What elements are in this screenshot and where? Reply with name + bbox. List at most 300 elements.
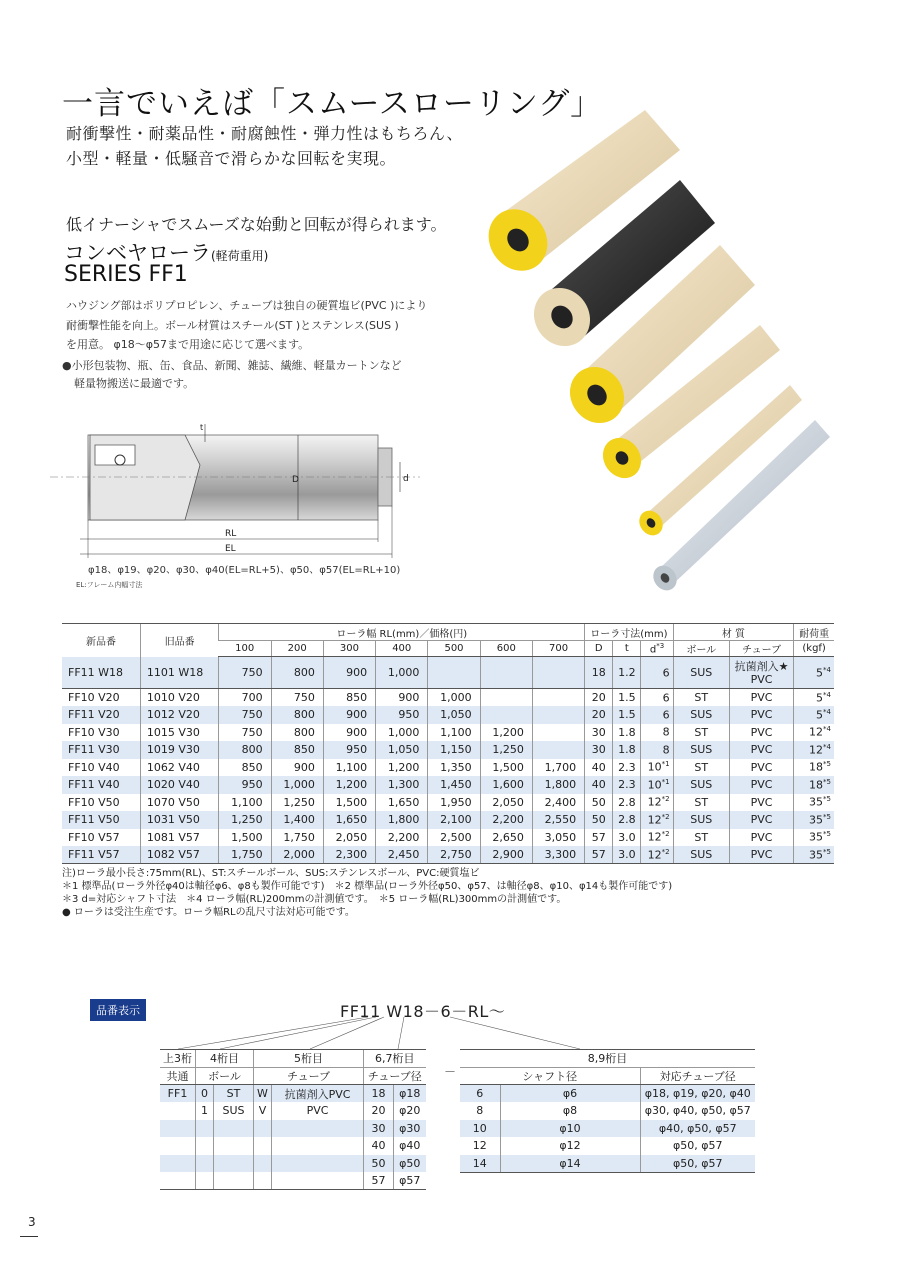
cell-ball: SUS: [673, 657, 729, 689]
code-left-cell: [254, 1137, 272, 1155]
spec-row: [62, 811, 834, 829]
spec-row: [62, 724, 834, 742]
code-right-cell: φ18, φ19, φ20, φ40: [640, 1085, 755, 1103]
diagram-label-EL: EL: [225, 544, 236, 554]
cell-ball: ST: [673, 689, 729, 707]
header-width-200: 200: [271, 641, 323, 657]
cell-dim-t: 2.8: [613, 794, 641, 812]
cell-price: 950: [219, 776, 271, 794]
cell-dim-d: [641, 759, 673, 777]
cell-price: 1,950: [428, 794, 480, 812]
cell-tube-line2: PVC: [750, 672, 773, 686]
cell-dim-d-note: *2: [661, 847, 670, 856]
bullet-line-2: 軽量物搬送に最適です。: [74, 377, 195, 390]
cell-dim-d-value: 10: [647, 761, 662, 775]
cell-price: 900: [323, 706, 375, 724]
cell-dim-t: 1.5: [613, 689, 641, 707]
header-width-600: 600: [480, 641, 532, 657]
product-photo: [470, 75, 900, 595]
subline-1: 耐衝撃性・耐薬品性・耐腐蝕性・弾力性はもちろん、: [66, 124, 463, 143]
header-dim-d-text: d: [649, 644, 657, 656]
code-left-cell: V: [254, 1102, 272, 1120]
cell-load-note: *5: [823, 777, 831, 786]
cell-price: 1,750: [219, 846, 271, 864]
bullet-line-1: ●小形包装物、瓶、缶、食品、新聞、雑誌、繊維、軽量カートンなど: [62, 359, 402, 372]
header-dim-d-note: *3: [656, 641, 665, 650]
cell-dim-D: 57: [585, 829, 613, 847]
cell-price: [532, 689, 584, 707]
code-left-cell: [160, 1172, 196, 1190]
cell-price: 900: [323, 657, 375, 689]
cell-ball: ST: [673, 724, 729, 742]
code-left-cell: [272, 1172, 364, 1190]
cell-dim-d-note: *1: [661, 777, 670, 786]
cell-price: 750: [219, 724, 271, 742]
cell-price: 800: [219, 741, 271, 759]
cell-dim-d-note: *1: [661, 760, 670, 769]
code-left-cell: 0: [196, 1085, 214, 1103]
cell-dim-d-value: 10: [647, 778, 662, 792]
cell-load: [794, 759, 834, 777]
cell-load: [794, 724, 834, 742]
cell-price: 2,900: [480, 846, 532, 864]
code-left-cell: [160, 1120, 196, 1138]
cell-price: 950: [376, 706, 428, 724]
cell-dim-d: [641, 706, 673, 724]
product-qualifier: (軽荷重用): [211, 249, 269, 263]
code-right-cell: 8: [476, 1104, 484, 1118]
code-left-cell: 40: [364, 1137, 394, 1155]
code-right-cell: φ40, φ50, φ57: [640, 1120, 755, 1138]
code-right-cell: φ10: [500, 1120, 640, 1138]
cell-price: 2,400: [532, 794, 584, 812]
cell-dim-t: 2.3: [613, 759, 641, 777]
diagram-label-t: t: [200, 423, 204, 432]
cell-load-note: *4: [823, 690, 831, 699]
spec-row: [62, 689, 834, 707]
cell-dim-t: 1.2: [613, 657, 641, 689]
code-right-header-shaft: シャフト径: [460, 1067, 640, 1085]
cell-price: 1,000: [376, 724, 428, 742]
cell-ball: SUS: [673, 706, 729, 724]
cell-price: 1,300: [376, 776, 428, 794]
code-left-header-top-2: 4桁目: [196, 1050, 254, 1068]
code-left-cell: [196, 1137, 214, 1155]
cell-price: 3,300: [532, 846, 584, 864]
cell-price: 2,200: [376, 829, 428, 847]
code-left-cell: φ40: [394, 1137, 426, 1155]
cell-old-code: 1101 W18: [140, 657, 218, 689]
code-left-row: [160, 1120, 426, 1138]
cell-load: [794, 829, 834, 847]
cell-price: 1,050: [428, 706, 480, 724]
cell-price: 1,400: [271, 811, 323, 829]
cell-price: 800: [271, 724, 323, 742]
cell-price: 750: [219, 706, 271, 724]
cell-load: [794, 811, 834, 829]
cell-price: 700: [219, 689, 271, 707]
cell-price: 2,200: [480, 811, 532, 829]
spec-row: [62, 741, 834, 759]
cell-dim-d-value: 12: [647, 831, 662, 845]
cell-dim-d: [641, 657, 673, 689]
code-left-cell: SUS: [214, 1102, 254, 1120]
header-new-code: 新品番: [62, 624, 140, 657]
cell-price: [480, 689, 532, 707]
cell-dim-d: [641, 846, 673, 864]
cell-load-note: *5: [823, 847, 831, 856]
cell-price: 1,250: [271, 794, 323, 812]
code-right-row: [460, 1120, 755, 1138]
cell-ball: SUS: [673, 811, 729, 829]
headline: 一言でいえば「スムースローリング」: [62, 86, 603, 122]
cell-dim-d: [641, 776, 673, 794]
code-left-cell: FF1: [160, 1085, 196, 1103]
code-left-cell: [254, 1120, 272, 1138]
cell-tube: PVC: [729, 776, 793, 794]
cell-price: 1,000: [376, 657, 428, 689]
cell-old-code: 1031 V50: [140, 811, 218, 829]
cell-price: 2,450: [376, 846, 428, 864]
cell-dim-d: [641, 724, 673, 742]
cell-load-note: *5: [823, 795, 831, 804]
cell-tube: PVC: [729, 759, 793, 777]
cell-price: 1,600: [480, 776, 532, 794]
cell-price: 900: [376, 689, 428, 707]
code-left-cell: 57: [364, 1172, 394, 1190]
header-width-500: 500: [428, 641, 480, 657]
code-left-row: [160, 1172, 426, 1190]
note-line-3: ＊3 d=対応シャフト寸法 ＊4 ローラ幅(RL)200mmの計測値です。 ＊5 ローラ幅(RL)300mmの計測値です。: [62, 894, 567, 905]
cell-price: 1,350: [428, 759, 480, 777]
roller-cross-section-diagram: [40, 410, 430, 585]
code-right-cell: φ50, φ57: [640, 1137, 755, 1155]
product-name-text: コンベヤローラ: [64, 241, 211, 265]
header-width-700: 700: [532, 641, 584, 657]
cell-price: 1,150: [428, 741, 480, 759]
code-left-cell: [196, 1120, 214, 1138]
cell-dim-D: 40: [585, 759, 613, 777]
header-ball: ボール: [673, 641, 729, 657]
cell-load-note: *5: [823, 812, 831, 821]
cell-load: [794, 776, 834, 794]
cell-dim-d-value: 6: [662, 708, 670, 722]
cell-load-value: 18: [809, 778, 824, 792]
spec-row: [62, 794, 834, 812]
cell-load-note: *4: [823, 707, 831, 716]
cell-dim-d-value: 8: [662, 726, 670, 740]
header-tube: チューブ: [729, 641, 793, 657]
cell-dim-d-value: 8: [662, 743, 670, 757]
cell-tube: PVC: [729, 846, 793, 864]
code-left-cell: [214, 1120, 254, 1138]
cell-price: 1,800: [376, 811, 428, 829]
page-number-rule: [20, 1236, 38, 1237]
cell-new-code: FF11 V20: [62, 706, 140, 724]
cell-ball: SUS: [673, 846, 729, 864]
cell-dim-D: 30: [585, 724, 613, 742]
cell-price: 2,650: [480, 829, 532, 847]
tagline: 低イナーシャでスムーズな始動と回転が得られます。: [66, 215, 447, 234]
cell-price: 1,100: [219, 794, 271, 812]
cell-load-value: 35: [809, 848, 824, 862]
cell-price: [428, 657, 480, 689]
code-left-cell: 抗菌剤入PVC: [272, 1085, 364, 1103]
code-left-cell: 20: [364, 1102, 394, 1120]
cell-old-code: 1082 V57: [140, 846, 218, 864]
code-dash: －: [444, 1065, 457, 1079]
cell-price: 1,650: [323, 811, 375, 829]
code-right-header-tube: 対応チューブ径: [640, 1067, 755, 1085]
cell-dim-d-value: 6: [662, 691, 670, 705]
cell-dim-t: 2.8: [613, 811, 641, 829]
code-left-header-sub-2: ボール: [196, 1067, 254, 1085]
cell-load: [794, 794, 834, 812]
note-line-2: ＊1 標準品(ローラ外径φ40は軸径φ6、φ8も製作可能です) ＊2 標準品(ローラ外径φ50、φ57、は軸径φ8、φ10、φ14も製作可能です): [62, 881, 673, 892]
cell-dim-d: [641, 794, 673, 812]
cell-dim-d-note: *2: [661, 830, 670, 839]
code-right-cell: 12: [472, 1139, 487, 1153]
cell-price: 850: [219, 759, 271, 777]
cell-dim-D: 50: [585, 794, 613, 812]
cell-load-value: 35: [809, 831, 824, 845]
code-left-cell: φ18: [394, 1085, 426, 1103]
cell-load-note: *4: [823, 665, 831, 674]
spec-row: [62, 829, 834, 847]
code-left-cell: [254, 1172, 272, 1190]
cell-ball: SUS: [673, 776, 729, 794]
dimension-note: φ18、φ19、φ20、φ30、φ40(EL=RL+5)、φ50、φ57(EL=RL+10): [88, 565, 401, 576]
cell-price: [532, 657, 584, 689]
cell-dim-t: 2.3: [613, 776, 641, 794]
cell-dim-D: 50: [585, 811, 613, 829]
cell-ball: ST: [673, 794, 729, 812]
cell-tube: PVC: [729, 724, 793, 742]
code-left-cell: φ57: [394, 1172, 426, 1190]
diagram-label-D: D: [292, 475, 299, 485]
cell-price: 1,100: [323, 759, 375, 777]
cell-new-code: FF11 V57: [62, 846, 140, 864]
cell-tube: PVC: [729, 829, 793, 847]
header-dim-t: t: [613, 641, 641, 657]
cell-dim-d-note: *2: [661, 795, 670, 804]
code-right-cell: φ8: [500, 1102, 640, 1120]
cell-load: [794, 689, 834, 707]
cell-price: 2,050: [480, 794, 532, 812]
cell-price: 2,100: [428, 811, 480, 829]
cell-price: 1,200: [323, 776, 375, 794]
header-dim-d: [641, 641, 673, 657]
cell-ball: SUS: [673, 741, 729, 759]
cell-dim-d: [641, 689, 673, 707]
code-left-cell: 30: [364, 1120, 394, 1138]
cell-tube: PVC: [729, 811, 793, 829]
code-left-cell: [272, 1120, 364, 1138]
code-left-cell: [214, 1172, 254, 1190]
cell-new-code: FF10 V40: [68, 760, 120, 774]
cell-price: 850: [323, 689, 375, 707]
code-left-cell: [214, 1155, 254, 1173]
spec-row: [62, 706, 834, 724]
cell-old-code: 1070 V50: [140, 794, 218, 812]
cell-price: 1,750: [271, 829, 323, 847]
cell-dim-D: 30: [585, 741, 613, 759]
code-left-cell: [254, 1155, 272, 1173]
cell-old-code: 1062 V40: [140, 759, 218, 777]
cell-old-code: 1081 V57: [140, 829, 218, 847]
cell-price: 850: [271, 741, 323, 759]
code-left-cell: φ30: [394, 1120, 426, 1138]
cell-price: 1,500: [480, 759, 532, 777]
code-left-cell: [196, 1155, 214, 1173]
cell-new-code: FF11 V50: [62, 811, 140, 829]
cell-dim-D: 40: [585, 776, 613, 794]
code-left-row: [160, 1137, 426, 1155]
cell-price: 3,050: [532, 829, 584, 847]
code-left-cell: [160, 1102, 196, 1120]
cell-dim-d-value: 12: [647, 796, 662, 810]
header-load: 耐荷重: [794, 624, 834, 641]
cell-load-note: *5: [823, 830, 831, 839]
cell-new-code: FF11 V40: [62, 776, 140, 794]
cell-load-value: 5: [816, 691, 824, 705]
page-number: 3: [28, 1215, 36, 1229]
code-left-row: [160, 1085, 426, 1103]
cell-load-note: *4: [823, 742, 831, 751]
cell-dim-d-note: *2: [661, 812, 670, 821]
code-badge: 品番表示: [90, 999, 146, 1021]
code-example: FF11 W18－6－RL～: [340, 1002, 506, 1021]
cell-new-code: FF10 V57: [68, 830, 120, 844]
cell-dim-d-value: 12: [647, 848, 662, 862]
header-material: 材 質: [673, 624, 794, 641]
code-left-header-top-1: 上3桁: [160, 1050, 196, 1068]
cell-price: 1,100: [428, 724, 480, 742]
cell-dim-d-value: 12: [647, 813, 662, 827]
header-roller-width: ローラ幅 RL(mm)／価格(円): [219, 624, 585, 641]
code-right-row: [460, 1155, 755, 1173]
code-right-row: [460, 1085, 755, 1103]
code-left-cell: [160, 1155, 196, 1173]
code-left-cell: [272, 1137, 364, 1155]
cell-dim-D: 20: [585, 706, 613, 724]
spec-row: [62, 759, 834, 777]
note-line-1: 注)ローラ最小長さ:75mm(RL)、ST:スチールボール、SUS:ステンレスボール、PVC:硬質塩ビ: [62, 868, 480, 879]
cell-price: 800: [271, 706, 323, 724]
code-right-cell: φ30, φ40, φ50, φ57: [640, 1102, 755, 1120]
cell-price: 1,200: [376, 759, 428, 777]
code-left-cell: [214, 1137, 254, 1155]
cell-ball: ST: [673, 829, 729, 847]
spec-row: [62, 846, 834, 864]
cell-dim-t: 1.8: [613, 724, 641, 742]
cell-dim-t: 3.0: [613, 829, 641, 847]
cell-price: 2,300: [323, 846, 375, 864]
cell-load-value: 12: [809, 743, 824, 757]
code-left-cell: 18: [364, 1085, 394, 1103]
cell-price: 2,750: [428, 846, 480, 864]
code-table-left: [160, 1049, 426, 1190]
code-right-cell: φ50, φ57: [640, 1155, 755, 1173]
cell-tube-line1: 抗菌剤入★: [734, 659, 789, 673]
cell-price: 750: [219, 657, 271, 689]
cell-tube: PVC: [729, 794, 793, 812]
cell-price: 1,800: [532, 776, 584, 794]
cell-new-code: FF10 V20: [68, 691, 120, 704]
code-left-header-top-4: 6,7桁目: [364, 1050, 426, 1068]
cell-old-code: 1015 V30: [140, 724, 218, 742]
cell-price: 800: [271, 657, 323, 689]
cell-dim-d: [641, 811, 673, 829]
code-left-cell: 50: [364, 1155, 394, 1173]
cell-price: [480, 657, 532, 689]
cell-price: 750: [271, 689, 323, 707]
code-left-cell: φ50: [394, 1155, 426, 1173]
cell-dim-D: 57: [585, 846, 613, 864]
cell-dim-t: 1.8: [613, 741, 641, 759]
cell-price: 1,500: [323, 794, 375, 812]
code-left-cell: ST: [214, 1085, 254, 1103]
code-left-cell: PVC: [272, 1102, 364, 1120]
cell-old-code: 1020 V40: [140, 776, 218, 794]
cell-tube: PVC: [729, 741, 793, 759]
spec-row: [62, 657, 834, 689]
code-left-row: [160, 1102, 426, 1120]
cell-price: 1,000: [271, 776, 323, 794]
cell-price: 1,650: [376, 794, 428, 812]
diagram-label-d: d: [403, 474, 409, 484]
header-width-400: 400: [376, 641, 428, 657]
cell-load: [794, 706, 834, 724]
cell-load-value: 5: [816, 666, 824, 680]
cell-load: [794, 846, 834, 864]
code-right-cell: 10: [460, 1120, 500, 1138]
cell-load-value: 12: [809, 726, 824, 740]
code-left-cell: φ20: [394, 1102, 426, 1120]
cell-price: 900: [271, 759, 323, 777]
cell-price: 1,050: [376, 741, 428, 759]
cell-dim-D: 18: [585, 657, 613, 689]
cell-price: [532, 706, 584, 724]
code-right-row: [460, 1137, 755, 1155]
code-table-right: [460, 1049, 755, 1173]
cell-load-value: 5: [816, 708, 824, 722]
code-right-cell: φ6: [500, 1085, 640, 1103]
cell-price: [532, 724, 584, 742]
cell-dim-t: 1.5: [613, 706, 641, 724]
code-left-cell: [196, 1172, 214, 1190]
code-left-cell: [272, 1155, 364, 1173]
cell-dim-D: 20: [585, 689, 613, 707]
code-right-cell: φ12: [500, 1137, 640, 1155]
cell-price: 900: [323, 724, 375, 742]
cell-tube: PVC: [729, 689, 793, 707]
cell-ball: ST: [673, 759, 729, 777]
spec-row: [62, 776, 834, 794]
header-dim-D: D: [585, 641, 613, 657]
cell-price: 1,250: [219, 811, 271, 829]
note-line-4: ● ローラは受注生産です。ローラ幅RLの乱尺寸法対応可能です。: [62, 907, 355, 918]
series-title: SERIES FF1: [64, 262, 188, 287]
cell-load-value: 18: [809, 761, 824, 775]
cell-price: 2,500: [428, 829, 480, 847]
cell-dim-d-value: 6: [662, 666, 670, 680]
cell-dim-d: [641, 741, 673, 759]
header-load-unit: (kgf): [794, 641, 834, 657]
code-right-header-top: 8,9桁目: [460, 1050, 755, 1068]
notes: [62, 867, 672, 919]
cell-load-note: *5: [823, 760, 831, 769]
